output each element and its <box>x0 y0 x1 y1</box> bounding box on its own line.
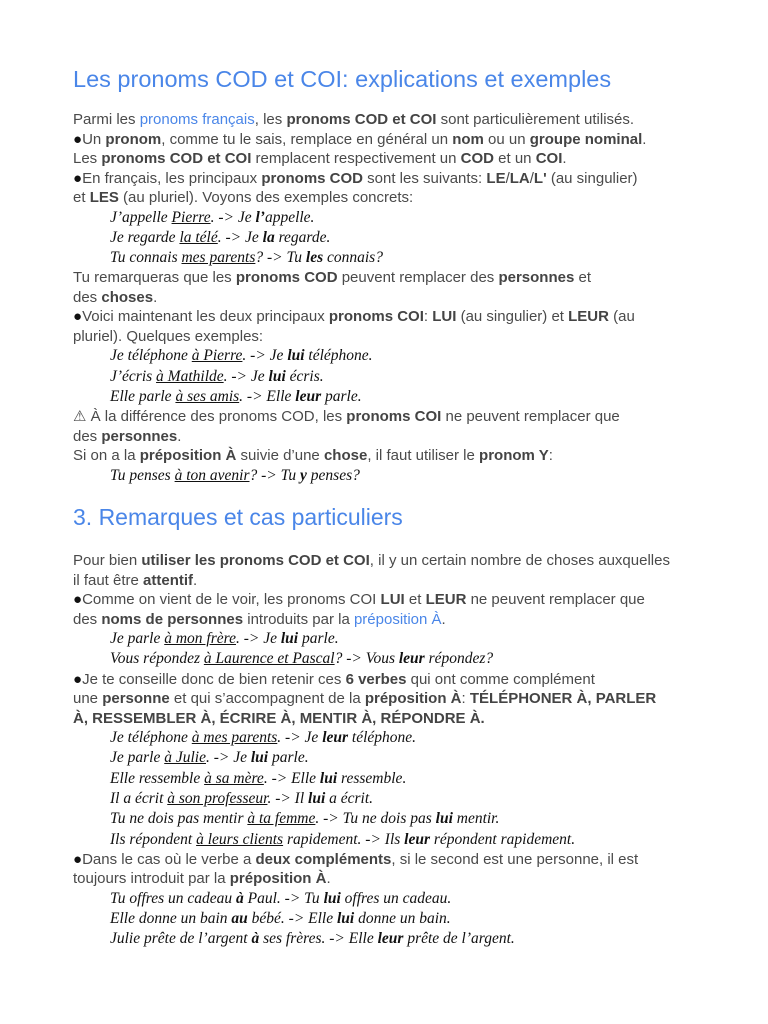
bold-text: préposition À <box>229 870 327 888</box>
bullet-icon: ● <box>73 169 83 187</box>
text: Elle donne un bain <box>110 910 232 928</box>
text: prête de l’argent. <box>403 930 515 948</box>
text: , si le second est une personne, il est <box>391 850 639 868</box>
example-line <box>73 228 703 248</box>
pronoun: leur <box>398 650 425 668</box>
example-line <box>73 889 703 909</box>
link-pronoms-francais[interactable]: pronoms français <box>139 111 255 128</box>
bullet-icon: ● <box>73 308 83 326</box>
text: . <box>177 427 182 445</box>
pronoun: lui <box>268 367 286 385</box>
text: Tu offres un cadeau <box>110 889 237 907</box>
text: téléphone. <box>348 729 417 747</box>
bold-text: utiliser les pronoms COD et COI <box>141 552 370 569</box>
underlined-text: à Pierre <box>191 347 243 365</box>
underlined-text: à Julie <box>164 749 206 767</box>
text: / <box>529 169 534 187</box>
text: . -> Tu ne dois pas <box>315 810 436 828</box>
text: ou un <box>483 130 530 148</box>
text: , comme tu le sais, remplace en général un <box>161 130 453 148</box>
bold-text: préposition À <box>364 690 462 708</box>
pronoun: lui <box>319 769 338 787</box>
text: introduits par la <box>243 610 354 628</box>
text: et un <box>494 150 536 167</box>
bold-text: TÉLÉPHONER À, PARLER <box>469 690 657 708</box>
underlined-text: à sa mère <box>204 769 264 787</box>
paragraph <box>73 149 703 169</box>
bullet-paragraph <box>73 850 703 870</box>
example-line <box>73 387 703 407</box>
example-line <box>73 909 703 929</box>
bold-text: pronom Y <box>479 447 549 465</box>
text: écris. <box>285 367 324 385</box>
bold-text: LA <box>509 169 530 187</box>
example-line <box>73 748 703 768</box>
text: Je téléphone <box>110 347 192 365</box>
text: des <box>73 288 102 306</box>
text: , il faut utiliser le <box>367 447 480 465</box>
text: ne peuvent remplacer que <box>441 408 620 426</box>
bold-text: LUI <box>380 591 405 608</box>
text: il faut être <box>73 571 144 589</box>
text: (au singulier) <box>546 169 638 187</box>
text: penses? <box>306 466 360 484</box>
text: sont les suivants: <box>363 169 487 187</box>
pronoun: lui <box>308 789 326 807</box>
paragraph <box>73 188 703 208</box>
pronoun: leur <box>322 729 349 747</box>
bullet-icon: ● <box>73 670 83 688</box>
bullet-icon: ● <box>73 130 83 148</box>
text: : <box>423 308 433 326</box>
text: a écrit. <box>325 789 374 807</box>
text: ? -> Tu <box>249 466 301 484</box>
paragraph <box>73 327 703 347</box>
text: . -> Je <box>277 729 323 747</box>
bold-text: deux compléments <box>255 850 392 868</box>
bullet-icon: ● <box>73 591 83 608</box>
pronoun: leur <box>404 830 431 848</box>
text: Un <box>82 130 106 148</box>
text: Elle parle <box>110 387 176 405</box>
text: / <box>505 169 510 187</box>
pronoun: lui <box>323 889 341 907</box>
text: Je parle <box>110 630 165 647</box>
text: ressemble. <box>337 769 407 787</box>
text: . <box>562 150 567 167</box>
paragraph <box>73 709 703 729</box>
pronoun: la <box>262 228 275 246</box>
bullet-icon: ● <box>73 850 83 868</box>
bold-text: pronoms COD <box>235 269 338 287</box>
text: Tu remarqueras que les <box>73 269 236 287</box>
text: Je regarde <box>110 228 180 246</box>
text: . -> Je <box>217 228 263 246</box>
text: Je téléphone <box>110 729 192 747</box>
text: ⚠ À la différence des pronoms COD, les <box>73 408 347 426</box>
bold-text: pronoms COD et COI <box>286 111 437 128</box>
pronoun: lui <box>287 347 305 365</box>
text: des <box>73 610 102 628</box>
example-line <box>73 629 703 649</box>
text: une <box>73 690 103 708</box>
underlined-text: à ta femme <box>247 810 316 828</box>
text: (au <box>608 308 635 326</box>
bold-text: groupe nominal <box>529 130 643 148</box>
bold-text: LEUR <box>568 308 609 326</box>
example-line <box>73 830 703 850</box>
bullet-paragraph <box>73 670 703 690</box>
underlined-text: à ses amis <box>175 387 240 405</box>
text: . -> Elle <box>263 769 320 787</box>
text: Tu penses <box>110 466 175 484</box>
bold-text: LUI <box>432 308 457 326</box>
paragraph <box>73 446 703 466</box>
bold-text: nom <box>452 130 484 148</box>
bold-text: chose <box>323 447 368 465</box>
text: Pour bien <box>73 552 142 569</box>
bold-text: noms de personnes <box>101 610 244 628</box>
text: et <box>73 189 90 206</box>
text: bébé. -> Elle <box>247 910 337 928</box>
text: , il y un certain nombre de choses auxquelles <box>369 552 670 569</box>
paragraph <box>73 110 703 130</box>
text: Je te conseille donc de bien retenir ces <box>82 670 346 688</box>
bold-text: L' <box>533 169 547 187</box>
bold-text: personnes <box>101 427 178 445</box>
pronoun: lui <box>280 630 299 647</box>
text: toujours introduit par la <box>73 870 230 888</box>
text: répondez? <box>424 650 494 668</box>
text: Parmi les <box>73 111 140 128</box>
text: Comme on vient de le voir, les pronoms COI <box>82 591 381 608</box>
text: et <box>404 591 426 608</box>
text: téléphone. <box>304 347 373 365</box>
bold-text: préposition À <box>139 447 237 465</box>
bullet-paragraph <box>73 169 703 189</box>
text: Il a écrit <box>110 789 168 807</box>
text: offres un cadeau. <box>340 889 452 907</box>
text: rapidement. -> Ils <box>283 830 405 848</box>
pronoun: leur <box>295 387 322 405</box>
pronoun: lui <box>250 749 269 767</box>
bold-text: LE <box>486 169 506 187</box>
example-line <box>73 208 703 228</box>
paragraph <box>73 689 703 709</box>
text: ses frères. -> Elle <box>259 930 378 948</box>
bold-text: 6 verbes <box>345 670 407 688</box>
underlined-text: à son professeur <box>167 789 268 807</box>
text: suivie d’une <box>236 447 324 465</box>
example-line <box>73 809 703 829</box>
text: pluriel). Quelques exemples: <box>73 327 264 345</box>
pronoun: l’ <box>255 208 265 226</box>
text: J’écris <box>110 367 157 385</box>
underlined-text: Pierre <box>171 208 211 226</box>
text: ? -> Vous <box>334 650 399 668</box>
text: . -> Elle <box>239 387 296 405</box>
text: donne un bain. <box>354 910 451 928</box>
text: , les <box>254 111 287 128</box>
page-title: Les pronoms COD et COI: explications et exemples <box>73 66 612 92</box>
bullet-paragraph <box>73 130 703 150</box>
underlined-text: à Mathilde <box>156 367 224 385</box>
example-line <box>73 367 703 387</box>
bold-text: COI <box>535 150 563 167</box>
example-line <box>73 728 703 748</box>
text: regarde. <box>274 228 331 246</box>
bold-text: pronoms COD <box>261 169 363 187</box>
bold-text: LES <box>89 189 119 206</box>
text: Je parle <box>110 749 165 767</box>
section-1-body <box>73 110 703 486</box>
text: : <box>461 690 470 708</box>
text: Paul. -> Tu <box>243 889 324 907</box>
link-preposition-a[interactable]: préposition À <box>353 610 442 628</box>
text: : <box>548 447 553 465</box>
text: Les <box>73 150 102 167</box>
example-line <box>73 649 703 669</box>
text: des <box>73 427 102 445</box>
bold-text: personnes <box>498 269 575 287</box>
paragraph <box>73 869 703 889</box>
text: . -> Il <box>267 789 309 807</box>
text: En français, les principaux <box>82 169 262 187</box>
text: parle. <box>321 387 362 405</box>
bold-preposition: au <box>231 910 248 928</box>
text: Ils répondent <box>110 830 197 848</box>
example-line <box>73 929 703 949</box>
bold-text: pronoms COD et COI <box>101 150 252 167</box>
pronoun: leur <box>377 930 404 948</box>
bold-preposition: à <box>251 930 260 948</box>
text: Dans le cas où le verbe a <box>82 850 256 868</box>
text: appelle. <box>264 208 315 226</box>
text: . -> Je <box>223 367 269 385</box>
text: parle. <box>298 630 339 647</box>
bold-text: pronoms COI <box>328 308 424 326</box>
text: et <box>574 269 591 287</box>
paragraph <box>73 551 703 571</box>
pronoun: les <box>305 249 324 267</box>
bold-text: pronom <box>105 130 162 148</box>
text: remplacent respectivement un <box>251 150 461 167</box>
text: et qui s’accompagnent de la <box>169 690 365 708</box>
pronoun: lui <box>337 910 355 928</box>
text: ? -> Tu <box>255 249 306 267</box>
text: sont particulièrement utilisés. <box>436 111 635 128</box>
text: . <box>153 288 158 306</box>
bold-text: COD <box>460 150 494 167</box>
pronoun: y <box>300 466 307 484</box>
section-2-body <box>73 551 703 950</box>
underlined-text: à Laurence et Pascal <box>203 650 335 668</box>
text: . -> Je <box>205 749 251 767</box>
text: Voici maintenant les deux principaux <box>82 308 329 326</box>
example-line <box>73 789 703 809</box>
text: connais? <box>323 249 383 267</box>
text: (au singulier) et <box>456 308 569 326</box>
example-line <box>73 769 703 789</box>
text: ne peuvent remplacer que <box>466 591 645 608</box>
text: peuvent remplacer des <box>337 269 499 287</box>
section-heading: 3. Remarques et cas particuliers <box>73 504 403 530</box>
text: Vous répondez <box>110 650 204 668</box>
text: Elle ressemble <box>110 769 205 787</box>
text: . -> Je <box>242 347 288 365</box>
underlined-text: à mon frère <box>164 630 236 647</box>
text: . <box>193 571 198 589</box>
example-line <box>73 466 703 486</box>
text: (au pluriel). Voyons des exemples concrets: <box>118 189 414 206</box>
text: Tu connais <box>110 249 182 267</box>
bold-preposition: à <box>236 889 244 907</box>
text: . -> Je <box>210 208 256 226</box>
bold-text: personne <box>102 690 170 708</box>
paragraph <box>73 288 703 308</box>
text: . -> Je <box>235 630 281 647</box>
text: . <box>326 870 331 888</box>
text: Tu ne dois pas mentir <box>110 810 248 828</box>
bullet-paragraph <box>73 590 703 610</box>
bold-text: attentif <box>143 571 194 589</box>
bullet-paragraph <box>73 307 703 327</box>
paragraph <box>73 268 703 288</box>
example-line <box>73 248 703 268</box>
paragraph <box>73 571 703 591</box>
bold-text: pronoms COI <box>346 408 442 426</box>
text: qui ont comme complément <box>406 670 595 688</box>
text: J’appelle <box>110 208 172 226</box>
text: parle. <box>268 749 309 767</box>
paragraph <box>73 610 703 630</box>
bold-text: À, RESSEMBLER À, ÉCRIRE À, MENTIR À, RÉPONDRE À. <box>73 709 485 727</box>
underlined-text: mes parents <box>181 249 256 267</box>
text: . <box>642 130 647 148</box>
text: Si on a la <box>73 447 140 465</box>
bold-text: LEUR <box>425 591 467 608</box>
pronoun: lui <box>435 810 453 828</box>
underlined-text: à ton avenir <box>174 466 250 484</box>
underlined-text: à mes parents <box>191 729 278 747</box>
paragraph <box>73 427 703 447</box>
underlined-text: à leurs clients <box>196 830 284 848</box>
example-line <box>73 346 703 366</box>
text: répondent rapidement. <box>430 830 576 848</box>
underlined-text: la télé <box>179 228 218 246</box>
text: mentir. <box>452 810 500 828</box>
bold-text: choses <box>101 288 154 306</box>
text: . <box>441 610 446 628</box>
text: Julie prête de l’argent <box>110 930 252 948</box>
warning-paragraph <box>73 407 703 427</box>
